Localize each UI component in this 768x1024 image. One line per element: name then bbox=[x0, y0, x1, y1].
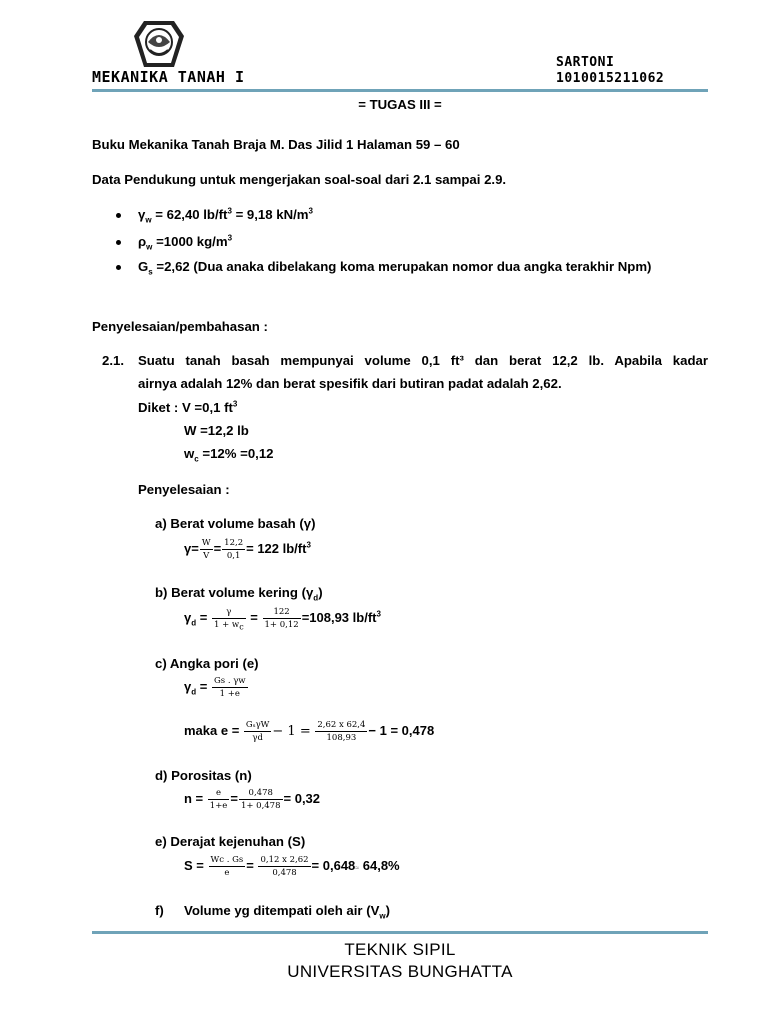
part-c-label: c) Angka pori (e) bbox=[155, 656, 259, 671]
reference-text: Buku Mekanika Tanah Braja M. Das Jilid 1 Halaman 59 – 60 bbox=[92, 137, 460, 152]
part-e-label: e) Derajat kejenuhan (S) bbox=[155, 834, 306, 849]
intro-text: Data Pendukung untuk mengerjakan soal-soal dari 2.1 sampai 2.9. bbox=[92, 172, 507, 187]
university-logo bbox=[130, 18, 188, 70]
header-divider bbox=[92, 89, 708, 92]
part-c-void-ratio: maka e = $\frac{\text{GₛγW}}{\gamma d}$ − 1 = $\frac{2,62 x 62,4}{108,93}$ − 1 = 0,478 bbox=[184, 720, 435, 743]
bullet-rho-w: $\rho_w =1000$ $kg/m^3$ bbox=[138, 233, 233, 252]
part-a-label: a) Berat volume basah (γ) bbox=[155, 516, 316, 531]
footer-department: TEKNIK SIPIL bbox=[344, 940, 456, 959]
student-id: 1010015211062 bbox=[556, 71, 665, 86]
part-f-label: Volume yg ditempati oleh air $(V_w)$ bbox=[184, 903, 391, 921]
part-f-marker: f) bbox=[155, 903, 164, 918]
course-title: MEKANIKA TANAH I bbox=[92, 68, 245, 86]
given-weight: W =12,2 lb bbox=[184, 423, 249, 438]
part-d-equation: n = $\frac{e}{1+e}$ = $\frac{0,478}{1+ 0,478}$ = 0,32 bbox=[184, 788, 321, 811]
bullet-gamma-w: $\gamma_w = 62,40$ $lb/ft^3 = 9,18$ $kN/m^3$ bbox=[138, 206, 313, 225]
author-name: SARTONI bbox=[556, 55, 615, 70]
part-d-label: d) Porositas (n) bbox=[155, 768, 252, 783]
footer-university: UNIVERSITAS BUNGHATTA bbox=[287, 962, 513, 981]
solution-label: Penyelesaian : bbox=[138, 482, 230, 497]
part-e-equation: S = $\frac{Wc . Gs}{e}$ = $\frac{0,12 x 2,62}{0,478}$ = 0,648≈ 64,8% bbox=[184, 855, 400, 878]
section-heading: Penyelesaian/pembahasan : bbox=[92, 319, 268, 334]
part-a-equation: γ= $\frac{W}{V}$ = $\frac{12,2}{0,1}$ = 122 $lb/ft^3$ bbox=[184, 538, 311, 561]
part-b-label: b) Berat volume kering $(\gamma_d)$ bbox=[155, 585, 323, 603]
problem-line-1: Suatu tanah basah mempunyai volume 0,1 ft³ dan berat 12,2 lb. Apabila kadar bbox=[138, 353, 708, 368]
part-c-equation: $\gamma_d$ = $\frac{Gs . \gamma w}{1 +e}$ bbox=[184, 676, 246, 699]
doc-title: = TUGAS III = bbox=[358, 97, 442, 112]
given-water-content: $w_c =12\% =0,12$ bbox=[184, 446, 274, 464]
bullet-dot bbox=[116, 240, 121, 245]
problem-line-2: airnya adalah 12% dan berat spesifik dari butiran padat adalah 2,62. bbox=[138, 376, 562, 391]
part-b-equation: $\gamma_d$ = $\frac{\gamma}{1 + w_c}$ = $\frac{122}{1+ 0,12}$ =108,93 $lb/ft^3$ bbox=[184, 607, 381, 632]
given-volume: Diket : V =0,1 $ft^3$ bbox=[138, 399, 238, 415]
bullet-dot bbox=[116, 265, 121, 270]
bullet-dot bbox=[116, 213, 121, 218]
problem-number: 2.1. bbox=[102, 353, 124, 368]
bullet-gs: $G_s =2,62$ (Dua anaka dibelakang koma merupakan nomor dua angka terakhir Npm) bbox=[138, 259, 652, 277]
footer-divider bbox=[92, 931, 708, 934]
